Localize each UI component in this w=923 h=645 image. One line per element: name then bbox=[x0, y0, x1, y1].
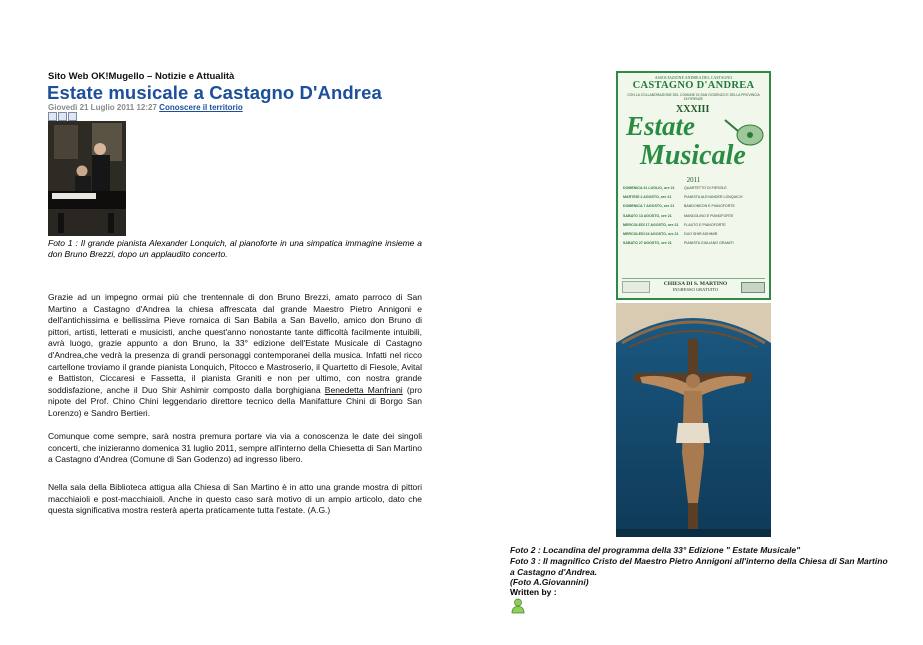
photo-pianist bbox=[48, 121, 126, 236]
category-link[interactable]: Conoscere il territorio bbox=[159, 103, 243, 112]
poster-word-musicale: Musicale bbox=[640, 140, 746, 171]
caption-photo-1: Foto 1 : Il grande pianista Alexander Lonquich, al pianoforte in una simpatica immagine insieme a don Bruno Brezzi, dopo un applaudito concerto. bbox=[48, 238, 422, 259]
program-row bbox=[623, 241, 764, 245]
venue-name: CHIESA DI S. MARTINO bbox=[663, 281, 728, 287]
poster-footer bbox=[622, 278, 765, 295]
program-performer: QUARTETTO DI FIESOLE bbox=[684, 186, 727, 190]
sponsor-logo bbox=[622, 281, 650, 293]
poster-venue bbox=[664, 281, 728, 293]
poster-word-estate: Estate bbox=[626, 111, 696, 141]
program-performer: FLAUTO E PIANOFORTE bbox=[684, 222, 726, 227]
benedetta-manfriani-link[interactable]: Benedetta Manfriani bbox=[324, 384, 403, 395]
user-icon bbox=[511, 598, 525, 614]
program-row bbox=[623, 214, 764, 218]
print-icon[interactable] bbox=[58, 112, 67, 121]
program-row bbox=[623, 204, 764, 208]
site-line: Sito Web OK!Mugello – Notizie e Attualità bbox=[48, 71, 235, 82]
program-row bbox=[623, 232, 764, 236]
sponsor-logo bbox=[741, 282, 765, 293]
program-date: MERCOLEDÌ 17 AGOSTO, ore 21 bbox=[623, 222, 679, 227]
program-row bbox=[623, 186, 764, 190]
poster-association: ASSOCIAZIONE ANDREA DEL CASTAGNO bbox=[654, 75, 733, 80]
body-paragraph-1 bbox=[48, 292, 422, 420]
program-date: MERCOLEDÌ 24 AGOSTO, ore 21 bbox=[623, 232, 679, 237]
program-date: MARTEDÌ 2 AGOSTO, ore 21 bbox=[623, 195, 672, 200]
program-performer: PIANISTA ALEXANDER LONQUICH bbox=[684, 195, 743, 200]
program-date: SABATO 13 AGOSTO, ore 21 bbox=[623, 213, 672, 218]
poster-program bbox=[623, 186, 764, 250]
crucifix-illustration bbox=[616, 303, 771, 537]
article-title[interactable]: Estate musicale a Castagno D'Andrea bbox=[47, 82, 382, 103]
program-date: SABATO 27 AGOSTO, ore 21 bbox=[623, 241, 672, 246]
photo-credit: (Foto A.Giovannini) bbox=[510, 577, 589, 587]
article-meta bbox=[48, 103, 243, 112]
photo-pianist-illustration bbox=[48, 121, 126, 236]
program-date: DOMENICA 31 LUGLIO, ore 21 bbox=[623, 186, 675, 190]
article-tools bbox=[48, 112, 78, 120]
body-paragraph-3: Nella sala della Biblioteca attigua alla Chiesa di San Martino è in atto una grande mostra di pittori macchiaioli e post-macchiaioli. Anche in questo caso sarà motivo di un ampio articolo, dato che questa significativa mostra resterà aperta praticamente tutta l'estate. (A.G.) bbox=[48, 482, 422, 516]
poster-subtitle: CON LA COLLABORAZIONE DEL COMUNE DI SAN GODENZO E DELLA PROVINCIA DI FIRENZE bbox=[627, 93, 760, 101]
program-row bbox=[623, 223, 764, 227]
author-user-icon[interactable] bbox=[511, 598, 525, 614]
poster-town: CASTAGNO D'ANDREA bbox=[632, 80, 755, 91]
photo-crucifix bbox=[616, 303, 771, 537]
poster-edition: XXXIII bbox=[676, 104, 710, 115]
paragraph-text: Grazie ad un impegno ormai più che trentennale di don Bruno Brezzi, amato parroco di San Martino a Castagno d'Andrea la chiesa affrescata dal grande Maestro Pietro Annigoni e dell'antichissima e bellissima Pieve romaica di San Babila a San Bavello, amico don Bruno di pittori, artisti, letterati e musicisti, anche quest'anno nonostante tante difficoltà facilmente intuibili, avrà luogo, grazie appunto a don Bruno, la 33° edizione dell'Estate Musicale di Castagno d'Andrea,che vedrà la presenza di grandi personaggi contemporanei della musica. Infatti nel ricco cartellone troviamo il grande pianista Lonquich, Pitocco e Mastroserio, il Quartetto di Fiesole, Avital e Battiston, Ciccaresi e Fassetta, il pianista Graniti e non per ultimo, con nostra grande soddisfazione, anche il Duo Shir Ashimir composto dalla borghigiana bbox=[48, 292, 422, 395]
caption-photo-2: Foto 2 : Locandina del programma della 33° Edizione " Estate Musicale" bbox=[510, 545, 801, 555]
venue-entry: INGRESSO GRATUITO bbox=[672, 287, 719, 292]
program-performer: DUO SHIR ASHIMIR bbox=[684, 232, 718, 237]
program-date: DOMENICA 7 AGOSTO, ore 21 bbox=[623, 204, 675, 209]
poster-year: 2011 bbox=[686, 176, 701, 184]
paragraph-text: (pro nipote del Prof. Chino Chini leggendario direttore tecnico della Manifatture Chini di Borgo San Lorenzo) e Sandro Bertieri. bbox=[48, 384, 423, 418]
program-performer: BANDONEON E PIANOFORTE bbox=[684, 204, 735, 209]
program-row bbox=[623, 195, 764, 199]
program-performer: MANDOLINO E PIANOFORTE bbox=[684, 213, 734, 218]
email-icon[interactable] bbox=[68, 112, 77, 121]
concert-poster bbox=[616, 71, 771, 300]
program-performer: PIANISTA GIULIANO GRANITI bbox=[684, 241, 734, 246]
body-paragraph-2: Comunque come sempre, sarà nostra premura portare via via a conoscenza le date dei singoli concerti, che inizieranno domenica 31 luglio 2011, sempre all'interno della Chiesetta di San Martino a Castagno d'Andrea (Comune di San Godenzo) ad ingresso libero. bbox=[48, 431, 422, 465]
caption-photo-3: Foto 3 : Il magnifico Cristo del Maestro Pietro Annigoni all'interno della Chiesa di San Martino a Castagno d'Andrea. bbox=[510, 556, 888, 577]
written-by-label: Written by : bbox=[510, 587, 557, 597]
article-date: Giovedì 21 Luglio 2011 12:27 bbox=[48, 103, 157, 112]
pdf-icon[interactable] bbox=[48, 112, 57, 121]
